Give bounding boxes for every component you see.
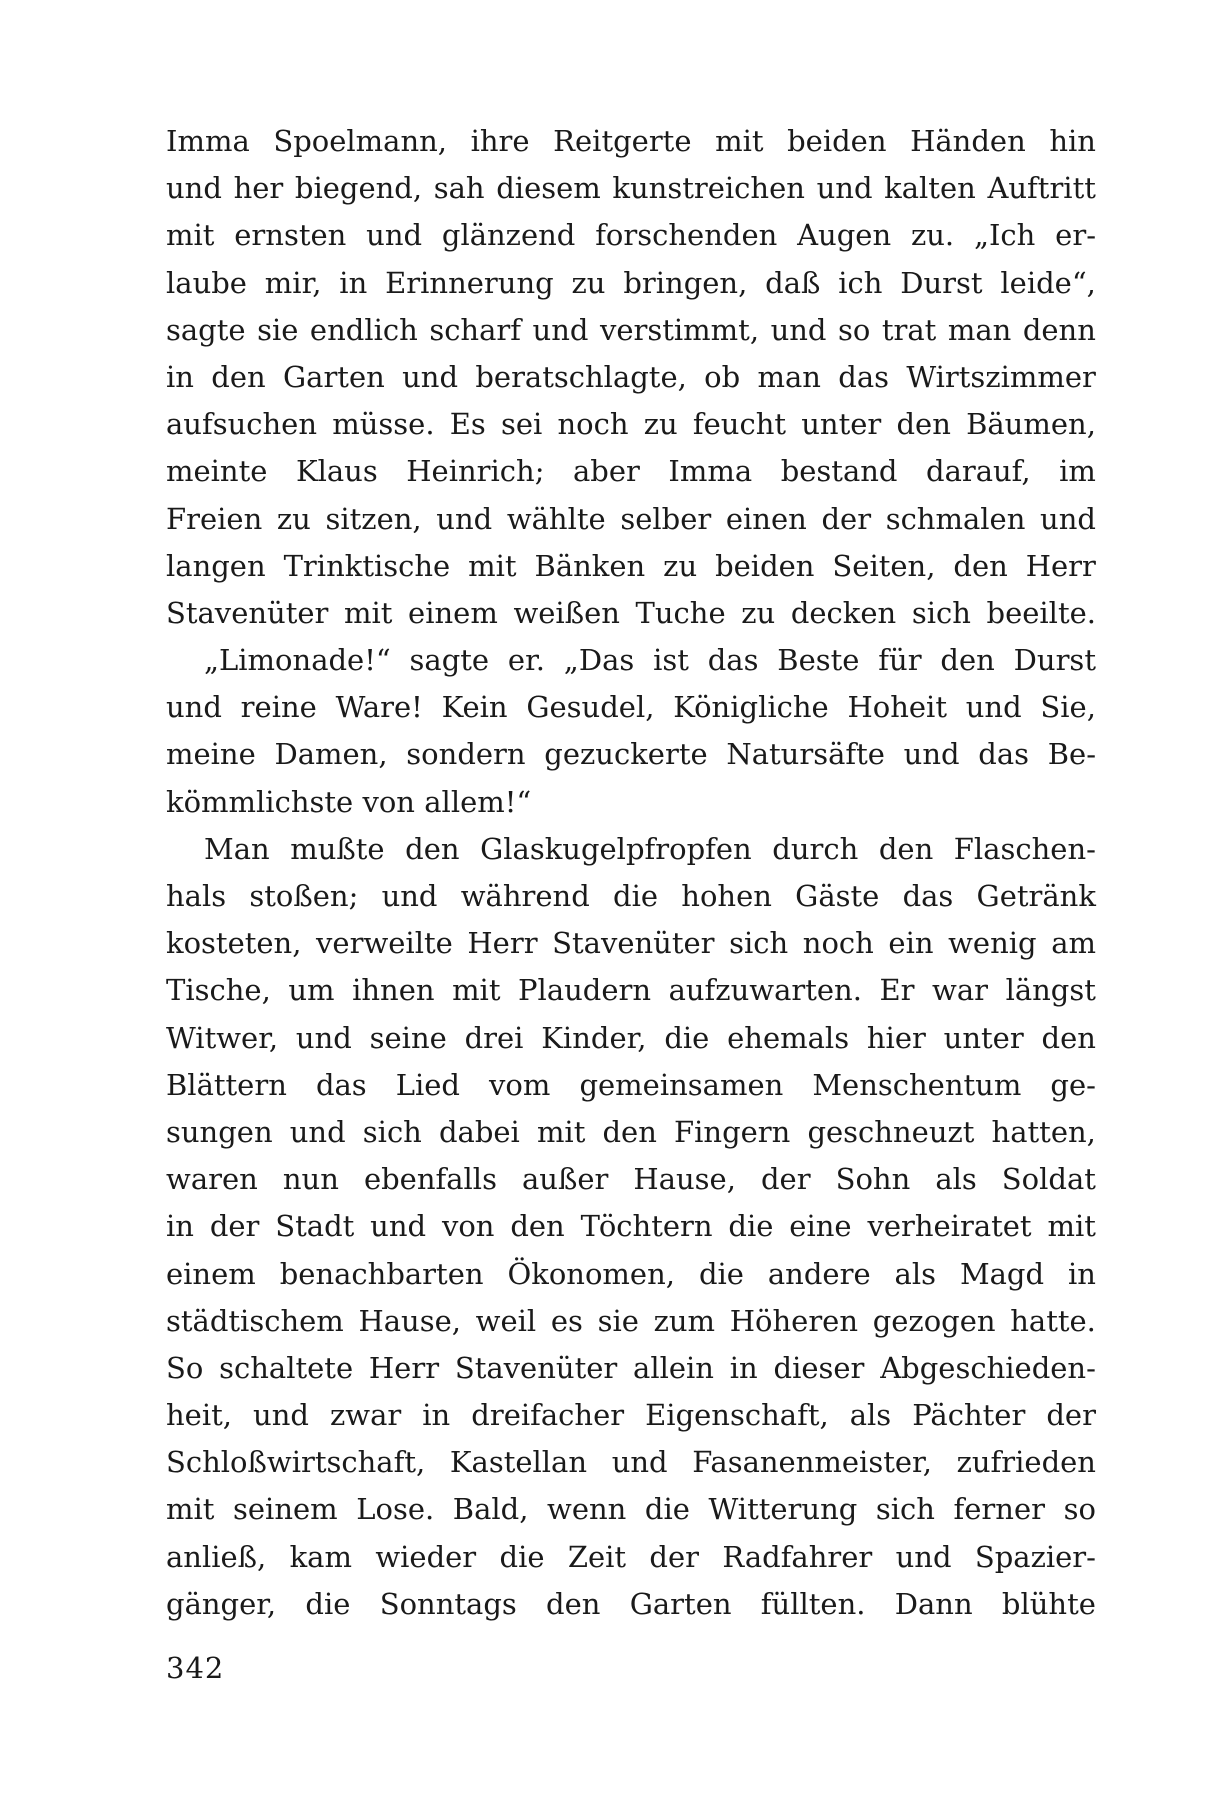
text-line: Man mußte den Glaskugelpfropfen durch den Flaschen- xyxy=(204,831,1096,866)
text-line: aufsuchen müsse. Es sei noch zu feucht unter den Bäumen, xyxy=(166,407,1096,442)
text-line: Witwer, und seine drei Kinder, die ehemals hier unter den xyxy=(166,1020,1096,1055)
text-line: langen Trinktische mit Bänken zu beiden Seiten, den Herr xyxy=(166,548,1096,583)
text-line: Freien zu sitzen, und wählte selber einen der schmalen und xyxy=(166,501,1096,536)
text-line: in der Stadt und von den Töchtern die eine verheiratet mit xyxy=(166,1209,1096,1244)
text-line: Imma Spoelmann, ihre Reitgerte mit beiden Händen hin xyxy=(166,124,1096,158)
text-line: Stavenüter mit einem weißen Tuche zu decken sich beeilte. xyxy=(166,595,1096,630)
text-line: kosteten, verweilte Herr Stavenüter sich noch ein wenig am xyxy=(166,926,1096,961)
text-line: gänger, die Sonntags den Garten füllten. Dann blühte xyxy=(166,1586,1096,1621)
text-line: anließ, kam wieder die Zeit der Radfahrer und Spazier- xyxy=(166,1539,1096,1574)
text-line: städtischem Hause, weil es sie zum Höheren gezogen hatte. xyxy=(166,1303,1096,1338)
text-line: heit, und zwar in dreifacher Eigenschaft, als Pächter der xyxy=(166,1398,1096,1433)
text-line: meine Damen, sondern gezuckerte Natursäfte und das Be- xyxy=(166,737,1096,772)
text-line: in den Garten und beratschlagte, ob man das Wirtszimmer xyxy=(166,359,1096,394)
page-number: 342 xyxy=(166,1651,225,1685)
text-line: meinte Klaus Heinrich; aber Imma bestand darauf, im xyxy=(166,454,1096,489)
text-line: waren nun ebenfalls außer Hause, der Sohn als Soldat xyxy=(166,1162,1096,1197)
text-line: sungen und sich dabei mit den Fingern geschneuzt hatten, xyxy=(166,1114,1096,1149)
text-line: kömmlichste von allem!“ xyxy=(166,784,532,819)
text-line: sagte sie endlich scharf und verstimmt, und so trat man denn xyxy=(166,312,1096,347)
text-line: So schaltete Herr Stavenüter allein in dieser Abgeschieden- xyxy=(166,1350,1096,1385)
text-line: Blättern das Lied vom gemeinsamen Menschentum ge- xyxy=(166,1067,1096,1102)
text-line: und her biegend, sah diesem kunstreichen und kalten Auftritt xyxy=(166,171,1096,206)
body-text xyxy=(166,118,1096,1628)
text-line: „Limonade!“ sagte er. „Das ist das Beste für den Durst xyxy=(204,643,1096,678)
text-line: laube mir, in Erinnerung zu bringen, daß ich Durst leide“, xyxy=(166,265,1096,300)
text-line: mit seinem Lose. Bald, wenn die Witterung sich ferner so xyxy=(166,1492,1096,1527)
text-line: einem benachbarten Ökonomen, die andere als Magd in xyxy=(166,1256,1096,1291)
text-line: Tische, um ihnen mit Plaudern aufzuwarten. Er war längst xyxy=(166,973,1096,1008)
text-line: und reine Ware! Kein Gesudel, Königliche Hoheit und Sie, xyxy=(166,690,1096,725)
text-line: Schloßwirtschaft, Kastellan und Fasanenmeister, zufrieden xyxy=(166,1445,1096,1480)
text-line: hals stoßen; und während die hohen Gäste das Getränk xyxy=(166,879,1096,913)
text-line: mit ernsten und glänzend forschenden Augen zu. „Ich er- xyxy=(166,218,1096,253)
